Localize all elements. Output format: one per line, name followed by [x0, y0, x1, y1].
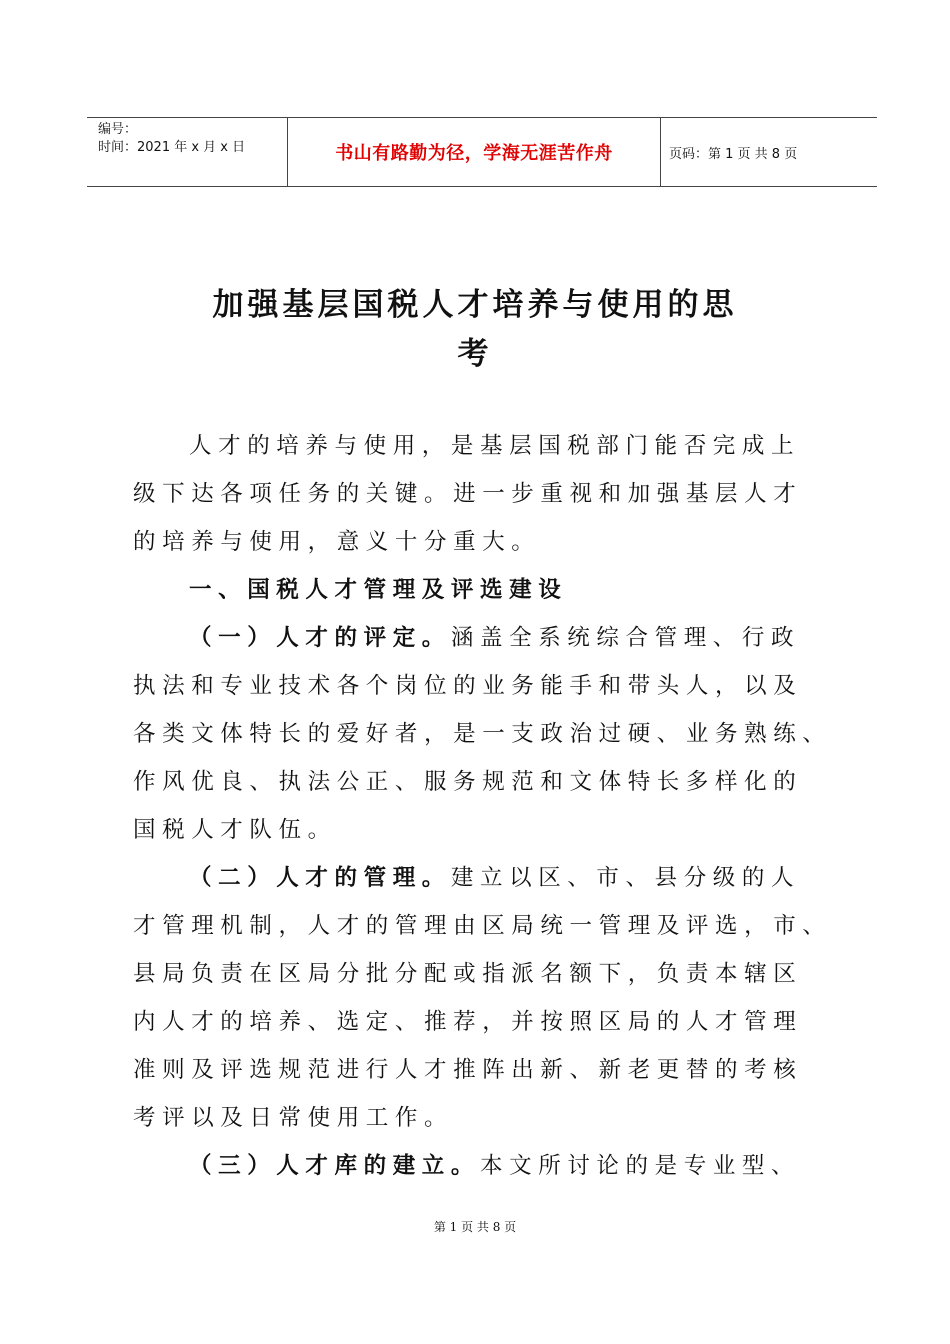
paragraph-line: 内人才的培养、选定、推荐，并按照区局的人才管理 [133, 1009, 803, 1035]
paragraph-line: 考评以及日常使用工作。 [133, 1105, 454, 1131]
subsection-3-text: 本文所讨论的是专业型、 [480, 1153, 801, 1179]
page-title-line-2: 考 [457, 336, 493, 372]
header-motto-cell [288, 118, 661, 186]
paragraph-line: 县局负责在区局分批分配或指派名额下，负责本辖区 [133, 961, 803, 987]
subsection-1-line [189, 623, 899, 653]
paragraph-line: 国税人才队伍。 [133, 817, 337, 843]
subsection-2-text: 建立以区、市、县分级的人 [450, 865, 801, 891]
page-footer: 第 1 页 共 8 页 [433, 1220, 517, 1234]
paragraph-line: 各类文体特长的爱好者，是一支政治过硬、业务熟练、 [133, 721, 832, 747]
paragraph-line: 作风优良、执法公正、服务规范和文体特长多样化的 [133, 769, 803, 795]
paragraph-line: 才管理机制，人才的管理由区局统一管理及评选，市、 [133, 913, 832, 939]
paragraph-line: 级下达各项任务的关键。进一步重视和加强基层人才 [133, 481, 803, 507]
page-title-line-1: 加强基层国税人才培养与使用的思 [212, 287, 738, 323]
header-meta-cell [87, 118, 288, 186]
subsection-2-line [189, 863, 899, 893]
subsection-1-text: 涵盖全系统综合管理、行政 [450, 625, 801, 651]
section-heading [189, 575, 899, 605]
subsection-3-line [189, 1151, 899, 1181]
paragraph-line: 执法和专业技术各个岗位的业务能手和带头人，以及 [133, 673, 803, 699]
subsection-1-heading: （一）人才的评定。 [189, 625, 451, 651]
header-page-cell [661, 118, 877, 186]
motto: 书山有路勤为径，学海无涯苦作舟 [335, 143, 613, 164]
date-line: 时间：2021 年 x 月 x 日 [98, 140, 246, 155]
header-table [87, 117, 877, 187]
paragraph-line: 准则及评选规范进行人才推阵出新、新老更替的考核 [133, 1057, 803, 1083]
paragraph-line: 的培养与使用，意义十分重大。 [133, 529, 541, 555]
subsection-3-heading: （三）人才库的建立。 [189, 1153, 481, 1179]
page-info: 页码：第 1 页 共 8 页 [669, 146, 798, 162]
subsection-2-heading: （二）人才的管理。 [189, 865, 451, 891]
paragraph-line: 人才的培养与使用，是基层国税部门能否完成上 [189, 433, 801, 459]
section-heading-text: 一、国税人才管理及评选建设 [189, 577, 568, 603]
serial-label: 编号： [98, 122, 138, 137]
